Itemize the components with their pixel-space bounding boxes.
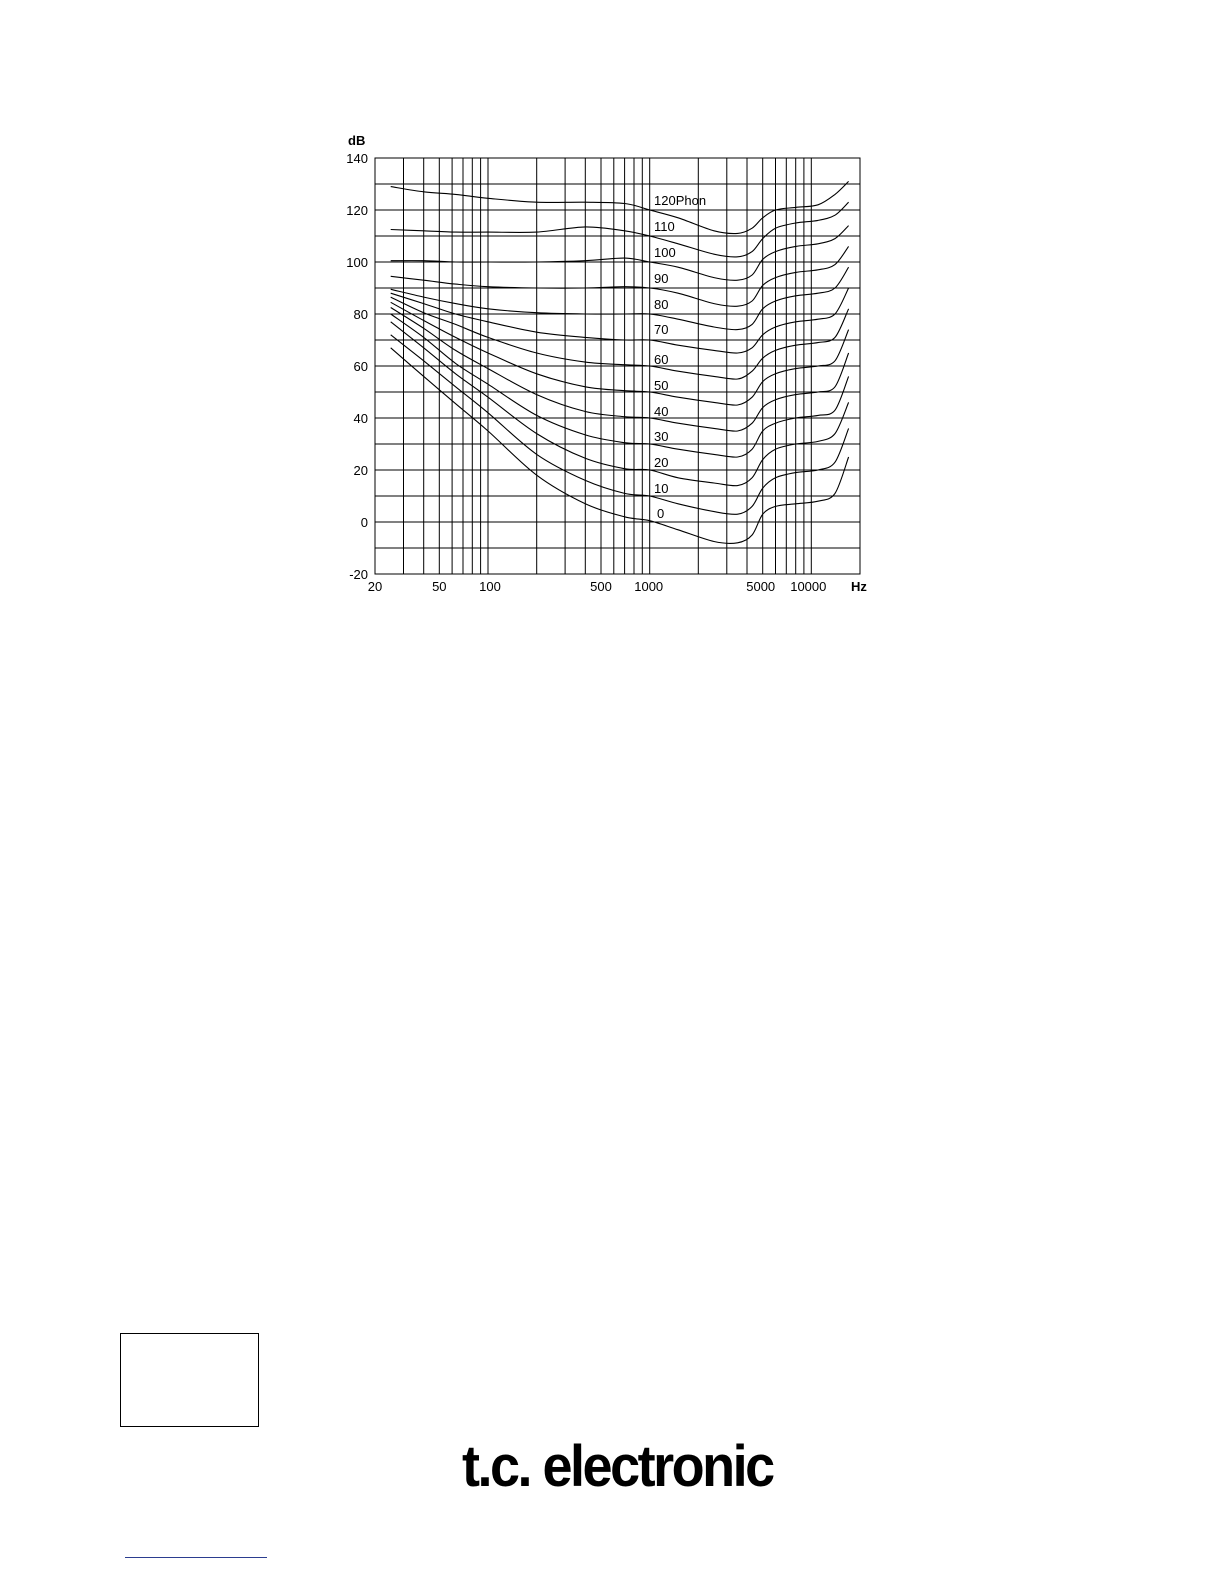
curve-label-120phon: 120Phon <box>654 193 707 208</box>
phon-curve-20 <box>391 322 849 486</box>
phon-curve-70 <box>391 288 849 353</box>
phon-curve-10 <box>391 335 849 515</box>
phon-curve-60 <box>391 297 849 379</box>
curve-label-110: 110 <box>654 219 675 234</box>
curve-label-60: 60 <box>654 352 669 367</box>
x-tick-label: 20 <box>367 579 383 594</box>
y-axis-unit: dB <box>348 133 366 148</box>
y-tick-label: 40 <box>353 411 368 426</box>
curve-label-90: 90 <box>654 271 669 286</box>
curve-label-70: 70 <box>654 322 669 337</box>
curve-label-80: 80 <box>654 297 669 312</box>
x-tick-label: 50 <box>432 579 447 594</box>
y-tick-label: 100 <box>346 255 368 270</box>
curve-label-10: 10 <box>654 481 669 496</box>
footer-rule <box>125 1557 267 1558</box>
y-tick-label: 60 <box>353 359 368 374</box>
phon-curve-90 <box>391 246 849 306</box>
phon-curve-30 <box>391 314 849 457</box>
curve-label-40: 40 <box>654 404 669 419</box>
phon-curve-120phon <box>391 181 849 233</box>
brand-logo: t.c. electronic <box>462 1434 773 1499</box>
y-tick-label: 120 <box>346 203 368 218</box>
curve-label-20: 20 <box>654 455 669 470</box>
phon-curve-100 <box>391 226 849 281</box>
x-tick-label: 10000 <box>790 579 827 594</box>
x-tick-label: 1000 <box>634 579 664 594</box>
y-tick-label: 80 <box>353 307 368 322</box>
x-tick-label: 5000 <box>746 579 776 594</box>
curve-label-30: 30 <box>654 429 669 444</box>
y-tick-label: 20 <box>353 463 368 478</box>
y-tick-label: -20 <box>349 567 368 582</box>
x-tick-label: 500 <box>590 579 612 594</box>
loudness-chart <box>0 0 1224 640</box>
y-tick-label: 0 <box>360 515 368 530</box>
y-tick-label: 140 <box>346 151 368 166</box>
curve-label-100: 100 <box>654 245 676 260</box>
x-axis-unit: Hz <box>851 579 867 594</box>
x-tick-label: 100 <box>479 579 501 594</box>
curve-label-50: 50 <box>654 378 669 393</box>
curve-label-0: 0 <box>657 506 665 521</box>
blank-box <box>120 1333 259 1427</box>
